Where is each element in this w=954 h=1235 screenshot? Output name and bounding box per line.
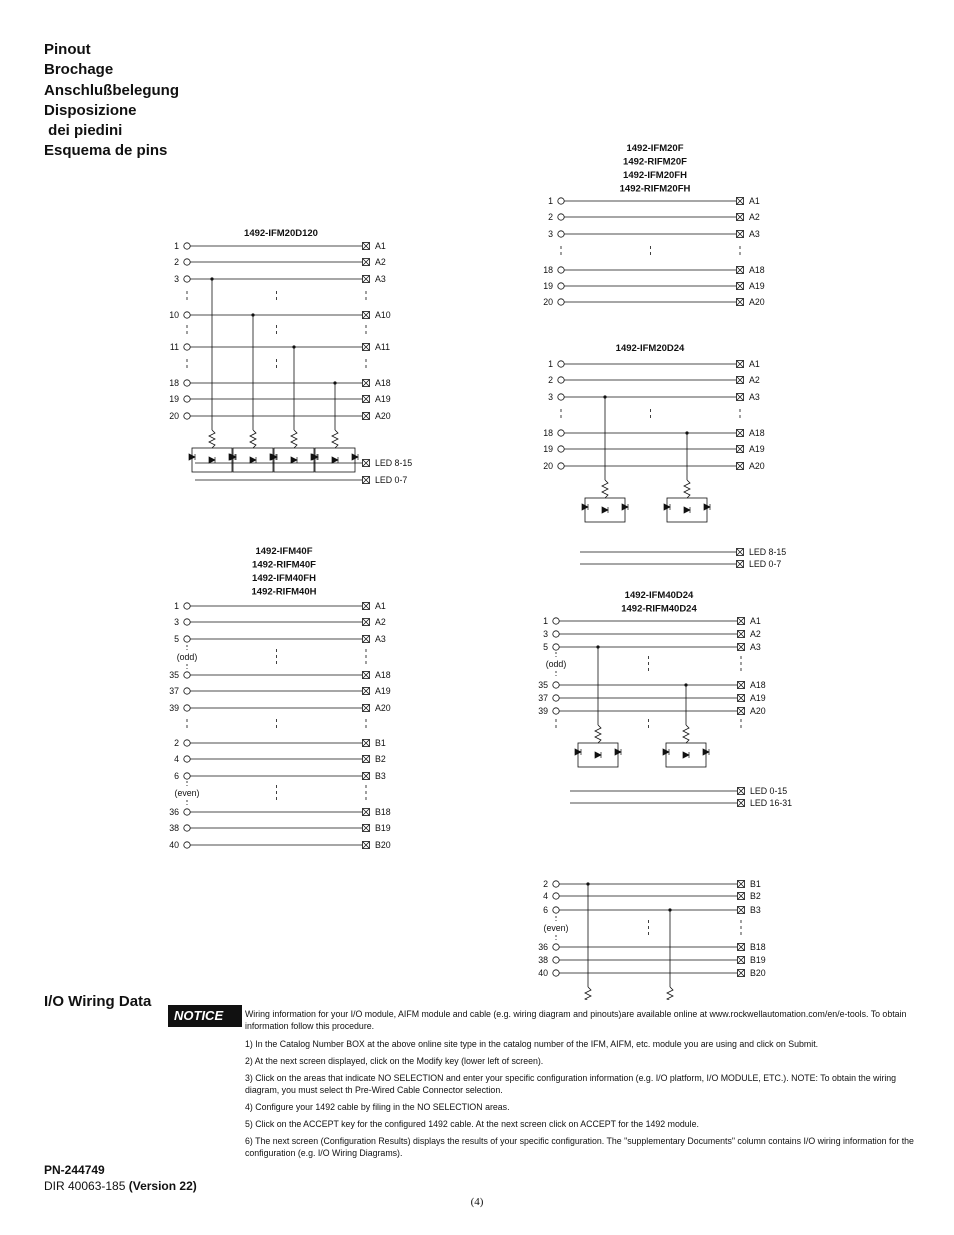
ifm20d120-pin-label: 19 <box>169 394 179 404</box>
ifm40d24-resistor <box>667 987 673 1000</box>
ifm20d120-terminal-box <box>363 413 370 420</box>
ifm20d120-pin-terminal <box>184 413 190 419</box>
ifm40d24-pin-terminal <box>553 970 559 976</box>
ifm40f-terminal-label: A1 <box>375 601 386 611</box>
ifm20d120-terminal-box <box>363 312 370 319</box>
ifm20d120-terminal-label: A10 <box>375 310 391 320</box>
ifm20d24-pin-label: 1 <box>548 359 553 369</box>
ifm20d120-led-label: LED 0-7 <box>375 475 408 485</box>
ifm40d24-terminal-box <box>738 708 745 715</box>
ifm20d120-resistor <box>209 430 215 448</box>
ifm40f-pin-terminal <box>184 688 190 694</box>
ifm40d24-pin-label: 39 <box>538 706 548 716</box>
ifm40d24-pin-terminal <box>553 708 559 714</box>
ifm20d120-led-diode <box>250 457 256 463</box>
ifm20d120-led-diode <box>332 457 338 463</box>
ifm20d24-led-diode <box>684 507 690 513</box>
ifm40f-pin-terminal <box>184 672 190 678</box>
ifm20d24-pin-terminal <box>558 361 564 367</box>
ifm20f-terminal-label: A3 <box>749 229 760 239</box>
ifm40d24-led-diode <box>595 752 601 758</box>
ifm20f-pin-label: 19 <box>543 281 553 291</box>
ifm40f-terminal-box <box>363 603 370 610</box>
ifm20f-terminal-box <box>737 214 744 221</box>
ifm20d120-bus-junction <box>292 345 295 348</box>
ifm20d120-pin-terminal <box>184 396 190 402</box>
ifm40f-terminal-label: A19 <box>375 686 391 696</box>
ifm40d24-terminal-label: A2 <box>750 629 761 639</box>
ifm20d120-pin-terminal <box>184 312 190 318</box>
ifm40f-pin-terminal <box>184 619 190 625</box>
ifm40d24-terminal-box <box>738 893 745 900</box>
step-1: 1) In the Catalog Number BOX at the above online site type in the catalog number of the IFM, AIFM, etc. module you are using and click on Submit. <box>245 1039 819 1049</box>
ifm40d24-terminal-box <box>738 618 745 625</box>
ifm20d120-terminal-box <box>363 380 370 387</box>
ifm40d24-group-label: (even) <box>543 923 569 933</box>
ifm40d24-terminal-box <box>738 682 745 689</box>
ifm40d24-pin-terminal <box>553 682 559 688</box>
ifm40d24-led-terminal <box>738 788 745 795</box>
ifm40f-terminal-box <box>363 773 370 780</box>
ifm20d24-terminal-box <box>737 361 744 368</box>
ifm20d24-led-diode <box>602 507 608 513</box>
ifm20f-pin-terminal <box>558 198 564 204</box>
ifm40f-terminal-box <box>363 688 370 695</box>
ifm20d120-led-diode <box>209 457 215 463</box>
ifm40d24-terminal-box <box>738 644 745 651</box>
ifm40f-pin-terminal <box>184 636 190 642</box>
ifm20d120-pin-terminal <box>184 276 190 282</box>
ifm40d24-title-0: 1492-IFM40D24 <box>624 590 694 601</box>
ifm20f-pin-terminal <box>558 231 564 237</box>
ifm40d24-terminal-label: A3 <box>750 642 761 652</box>
ifm20d120-pin-label: 2 <box>174 257 179 267</box>
ifm40f-terminal-box <box>363 825 370 832</box>
ifm40d24-terminal-label: B1 <box>750 879 761 889</box>
ifm20d24-terminal-label: A18 <box>749 428 765 438</box>
ifm20f-terminal-box <box>737 267 744 274</box>
ifm20d24-pin-terminal <box>558 377 564 383</box>
ifm20d24-led-terminal <box>737 549 744 556</box>
ifm40f-pin-label: 40 <box>169 840 179 850</box>
ifm40d24-terminal-label: A18 <box>750 680 766 690</box>
step-6: 6) The next screen (Configuration Results) displays the results of your specific configuration. The "supplementary Documents" column contains I/O wiring information for the configuration (e.g. I/O Wiring Diagrams). <box>245 1136 914 1158</box>
ifm20d120-pin-terminal <box>184 243 190 249</box>
ifm40d24-pin-terminal <box>553 618 559 624</box>
ifm40f-pin-label: 36 <box>169 807 179 817</box>
ifm40d24-resistor <box>683 725 689 743</box>
ifm40d24-terminal-box <box>738 970 745 977</box>
ifm20d24-terminal-box <box>737 446 744 453</box>
ifm20d24-terminal-box <box>737 430 744 437</box>
ifm20d120-bus-junction <box>333 381 336 384</box>
ifm20f-pin-label: 3 <box>548 229 553 239</box>
ifm40d24-pin-label: 6 <box>543 905 548 915</box>
ifm40f-pin-label: 1 <box>174 601 179 611</box>
ifm40d24-pin-label: 40 <box>538 968 548 978</box>
ifm40d24-title-1: 1492-RIFM40D24 <box>621 603 697 615</box>
ifm20d24-bus-junction <box>685 431 688 434</box>
ifm20f-pin-terminal <box>558 283 564 289</box>
ifm20d24-terminal-label: A1 <box>749 359 760 369</box>
ifm40f-terminal-box <box>363 740 370 747</box>
ifm40d24-terminal-box <box>738 907 745 914</box>
ifm20f-terminal-label: A20 <box>749 297 765 307</box>
ifm40d24-bus-junction <box>596 645 599 648</box>
ifm40d24-terminal-label: B20 <box>750 968 766 978</box>
ifm20d120-bus-junction <box>251 313 254 316</box>
ifm20d120-resistor <box>332 430 338 448</box>
ifm40f-group-label: (odd) <box>176 652 198 662</box>
ifm20d120-led-terminal <box>363 477 370 484</box>
title-es: Esquema de pins <box>44 142 168 160</box>
ifm40f-terminal-label: B3 <box>375 771 386 781</box>
ifm20d120-led-terminal <box>363 460 370 467</box>
ifm40f-pin-terminal <box>184 740 190 746</box>
ifm40d24-led-label: LED 0-15 <box>750 786 788 796</box>
part-number: PN-244749 <box>44 1163 105 1177</box>
ifm40d24-resistor <box>585 987 591 1000</box>
ifm40f-terminal-box <box>363 705 370 712</box>
ifm20d120-resistor <box>291 430 297 448</box>
ifm40f-terminal-box <box>363 842 370 849</box>
ifm40d24-terminal-box <box>738 944 745 951</box>
ifm40d24-pin-label: 36 <box>538 942 548 952</box>
ifm20d120-resistor <box>250 430 256 448</box>
ifm40d24-resistor <box>595 725 601 743</box>
ifm40f-title-1: 1492-RIFM40F <box>252 559 316 571</box>
ifm40f-terminal-box <box>363 619 370 626</box>
ifm20d24-pin-label: 2 <box>548 375 553 385</box>
ifm20d24-bus-junction <box>603 395 606 398</box>
dir-line <box>44 1178 197 1194</box>
ifm40d24-terminal-label: A20 <box>750 706 766 716</box>
ifm20d120-terminal-label: A11 <box>375 342 390 352</box>
ifm40f-terminal-box <box>363 672 370 679</box>
ifm20d24-pin-label: 3 <box>548 392 553 402</box>
ifm40d24-pin-label: 35 <box>538 680 548 690</box>
ifm20d120-pin-terminal <box>184 344 190 350</box>
ifm20f-pin-label: 2 <box>548 212 553 222</box>
ifm20d24-terminal-box <box>737 463 744 470</box>
ifm20d120-pin-label: 18 <box>169 378 179 388</box>
ifm40f-pin-label: 3 <box>174 617 179 627</box>
ifm20f-terminal-box <box>737 283 744 290</box>
ifm40f-pin-terminal <box>184 603 190 609</box>
ifm20d120-terminal-box <box>363 396 370 403</box>
ifm40d24-bus-junction <box>668 908 671 911</box>
ifm20d120-terminal-box <box>363 276 370 283</box>
ifm40f-title-3: 1492-RIFM40H <box>251 586 317 598</box>
ifm20f-terminal-box <box>737 198 744 205</box>
step-4: 4) Configure your 1492 cable by filing in the NO SELECTION areas. <box>245 1102 510 1112</box>
ifm40f-terminal-box <box>363 636 370 643</box>
io-wiring-heading: I/O Wiring Data <box>44 993 152 1010</box>
ifm20d24-pin-terminal <box>558 446 564 452</box>
ifm40f-pin-terminal <box>184 842 190 848</box>
ifm40f-terminal-label: B19 <box>375 823 391 833</box>
ifm20d24-terminal-label: A2 <box>749 375 760 385</box>
ifm20d24-title-0: 1492-IFM20D24 <box>615 343 685 354</box>
ifm40d24-terminal-label: A1 <box>750 616 761 626</box>
ifm20d24-pin-terminal <box>558 394 564 400</box>
ifm20f-pin-terminal <box>558 214 564 220</box>
title-fr: Brochage <box>44 61 114 79</box>
ifm40d24-pin-terminal <box>553 893 559 899</box>
ifm20f-pin-terminal <box>558 299 564 305</box>
ifm40f-pin-label: 35 <box>169 670 179 680</box>
dir-number: DIR 40063-185 <box>44 1179 129 1193</box>
title-en: Pinout <box>44 41 91 58</box>
ifm20d120-terminal-label: A18 <box>375 378 391 388</box>
ifm40d24-terminal-box <box>738 631 745 638</box>
step-2: 2) At the next screen displayed, click on the Modify key (lower left of screen). <box>245 1056 544 1066</box>
ifm40f-pin-label: 39 <box>169 703 179 713</box>
ifm40f-title-2: 1492-IFM40FH <box>252 573 316 584</box>
ifm40d24-group-label: (odd) <box>545 659 567 669</box>
ifm40d24-pin-terminal <box>553 944 559 950</box>
ifm20f-pin-label: 20 <box>543 297 553 307</box>
ifm20d24-terminal-box <box>737 394 744 401</box>
ifm40f-pin-label: 6 <box>174 771 179 781</box>
ifm20d120-terminal-label: A19 <box>375 394 391 404</box>
ifm40d24-pin-label: 3 <box>543 629 548 639</box>
ifm40f-title-0: 1492-IFM40F <box>255 546 313 557</box>
ifm40f-pin-terminal <box>184 705 190 711</box>
ifm40d24-terminal-label: B2 <box>750 891 761 901</box>
ifm40f-pin-terminal <box>184 809 190 815</box>
ifm40f-terminal-label: B18 <box>375 807 391 817</box>
ifm40f-terminal-label: A2 <box>375 617 386 627</box>
ifm20d24-terminal-label: A3 <box>749 392 760 402</box>
ifm20d120-pin-label: 11 <box>169 342 179 352</box>
ifm40d24-led-label: LED 16-31 <box>750 798 793 808</box>
ifm20d24-pin-terminal <box>558 430 564 436</box>
ifm20d120-terminal-label: A2 <box>375 257 386 267</box>
ifm20d24-led-label: LED 8-15 <box>749 547 787 557</box>
ifm20f-title-0: 1492-IFM20F <box>626 143 684 154</box>
ifm40f-terminal-label: B1 <box>375 738 386 748</box>
ifm20d24-pin-label: 19 <box>543 444 553 454</box>
ifm20f-terminal-box <box>737 299 744 306</box>
ifm20d24-pin-label: 20 <box>543 461 553 471</box>
title-it-1: Disposizione <box>44 101 137 119</box>
ifm40d24-terminal-box <box>738 881 745 888</box>
ifm20d120-bus-junction <box>210 277 213 280</box>
ifm20f-terminal-label: A2 <box>749 212 760 222</box>
ifm20d24-terminal-label: A20 <box>749 461 765 471</box>
title-de: Anschlußbelegung <box>44 81 179 99</box>
ifm20d24-led-label: LED 0-7 <box>749 559 782 569</box>
page-number: (4) <box>470 1196 484 1208</box>
ifm20d120-pin-label: 3 <box>174 274 179 284</box>
ifm20d120-terminal-label: A3 <box>375 274 386 284</box>
ifm40d24-pin-label: 5 <box>543 642 548 652</box>
ifm40d24-pin-label: 2 <box>543 879 548 889</box>
ifm40d24-led-terminal <box>738 800 745 807</box>
notice-badge: NOTICE <box>168 1005 242 1027</box>
ifm40f-pin-label: 4 <box>174 754 179 764</box>
title-it-2: dei piedini <box>44 122 123 140</box>
ifm20d120-pin-label: 20 <box>169 411 179 421</box>
ifm40d24-pin-terminal <box>553 881 559 887</box>
ifm20f-terminal-label: A18 <box>749 265 765 275</box>
ifm20d24-resistor <box>602 480 608 498</box>
ifm40d24-bus-junction <box>586 882 589 885</box>
ifm40f-pin-terminal <box>184 825 190 831</box>
ifm40d24-bus-junction <box>684 683 687 686</box>
procedure-steps <box>245 1038 925 1164</box>
ifm40f-pin-terminal <box>184 756 190 762</box>
ifm20d24-terminal-box <box>737 377 744 384</box>
ifm20d120-led-label: LED 8-15 <box>375 458 413 468</box>
ifm40d24-pin-label: 37 <box>538 693 548 703</box>
ifm40d24-pin-terminal <box>553 644 559 650</box>
ifm20f-terminal-box <box>737 231 744 238</box>
ifm40f-terminal-box <box>363 809 370 816</box>
ifm40d24-pin-terminal <box>553 907 559 913</box>
ifm40d24-terminal-label: B3 <box>750 905 761 915</box>
step-5: 5) Click on the ACCEPT key for the configured 1492 cable. At the next screen click on ACCEPT for the 1492 module. <box>245 1119 699 1129</box>
notice-intro: Wiring information for your I/O module, AIFM module and cable (e.g. wiring diagram and pinouts)are available online at www.rockwellautomation.com/en/e-tools. To obtain information follow this procedure. <box>245 1009 907 1031</box>
ifm20f-pin-label: 1 <box>548 196 553 206</box>
ifm40f-terminal-label: A18 <box>375 670 391 680</box>
version: (Version 22) <box>128 1179 197 1193</box>
ifm20d120-terminal-box <box>363 344 370 351</box>
ifm40d24-pin-label: 4 <box>543 891 548 901</box>
ifm40f-terminal-label: A20 <box>375 703 391 713</box>
ifm20d24-pin-terminal <box>558 463 564 469</box>
ifm40f-terminal-label: B2 <box>375 754 386 764</box>
ifm40d24-terminal-box <box>738 957 745 964</box>
footer <box>44 1162 197 1194</box>
ifm20d24-resistor <box>684 480 690 498</box>
ifm40f-terminal-box <box>363 756 370 763</box>
ifm20d120-led-diode <box>291 457 297 463</box>
step-3: 3) Click on the areas that indicate NO SELECTION and enter your specific configuration information (e.g. I/O platform, I/O MODULE, ETC.). NOTE: To obtain the wiring diagram, you must select th Pre-Wired Cable Connector selection. <box>245 1073 897 1095</box>
ifm20d120-terminal-label: A20 <box>375 411 391 421</box>
ifm40f-pin-label: 37 <box>169 686 179 696</box>
ifm20f-terminal-label: A19 <box>749 281 765 291</box>
ifm20f-pin-terminal <box>558 267 564 273</box>
ifm40d24-pin-terminal <box>553 957 559 963</box>
ifm40d24-pin-label: 1 <box>543 616 548 626</box>
ifm40f-pin-label: 38 <box>169 823 179 833</box>
ifm20d120-terminal-box <box>363 259 370 266</box>
ifm20d120-terminal-label: A1 <box>375 241 386 251</box>
ifm40d24-pin-label: 38 <box>538 955 548 965</box>
ifm20f-terminal-label: A1 <box>749 196 760 206</box>
ifm40d24-pin-terminal <box>553 631 559 637</box>
ifm20d24-terminal-label: A19 <box>749 444 765 454</box>
ifm40d24-terminal-label: B19 <box>750 955 766 965</box>
ifm20f-title-3: 1492-RIFM20FH <box>619 183 691 195</box>
ifm40d24-terminal-box <box>738 695 745 702</box>
ifm20d120-terminal-box <box>363 243 370 250</box>
ifm40f-pin-label: 2 <box>174 738 179 748</box>
ifm40d24-pin-terminal <box>553 695 559 701</box>
ifm40d24-terminal-label: B18 <box>750 942 766 952</box>
ifm40d24-terminal-label: A19 <box>750 693 766 703</box>
ifm40f-terminal-label: A3 <box>375 634 386 644</box>
ifm40f-pin-terminal <box>184 773 190 779</box>
ifm40f-group-label: (even) <box>174 788 200 798</box>
ifm20d120-pin-label: 10 <box>169 310 179 320</box>
ifm40d24-led-diode <box>683 752 689 758</box>
ifm20d24-led-terminal <box>737 561 744 568</box>
ifm20f-title-1: 1492-RIFM20F <box>623 156 687 168</box>
ifm20d120-pin-label: 1 <box>174 241 179 251</box>
ifm20f-title-2: 1492-IFM20FH <box>623 170 687 181</box>
ifm20f-pin-label: 18 <box>543 265 553 275</box>
ifm20d120-pin-terminal <box>184 259 190 265</box>
ifm20d24-pin-label: 18 <box>543 428 553 438</box>
ifm40f-terminal-label: B20 <box>375 840 391 850</box>
ifm40f-pin-label: 5 <box>174 634 179 644</box>
ifm20d120-title-0: 1492-IFM20D120 <box>244 228 318 239</box>
ifm20d120-pin-terminal <box>184 380 190 386</box>
